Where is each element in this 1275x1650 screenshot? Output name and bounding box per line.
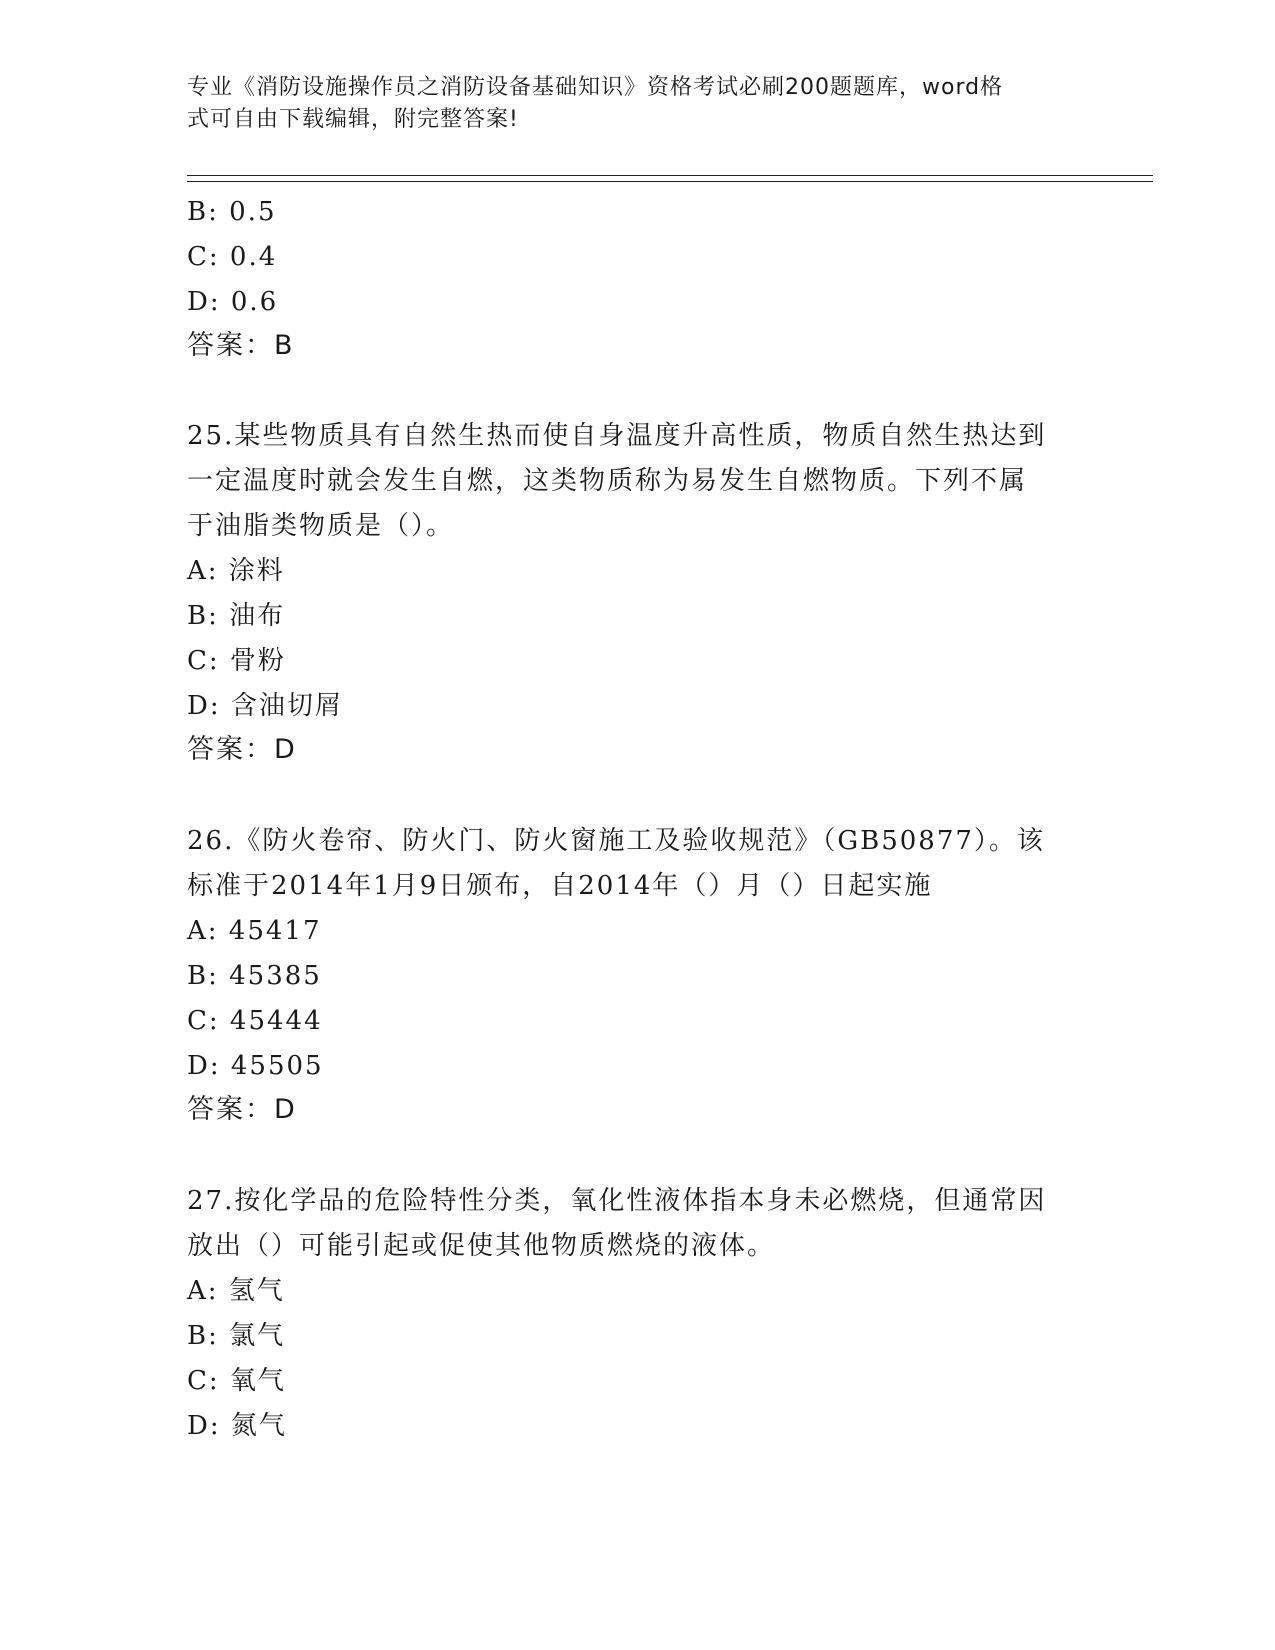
q26-option-a: A: 45417 <box>187 916 322 946</box>
q27-stem-line-1: 27.按化学品的危险特性分类，氧化性液体指本身未必燃烧，但通常因 <box>187 1186 1047 1216</box>
q25-option-b: B: 油布 <box>187 601 286 631</box>
q25-stem-line-2: 一定温度时就会发生自燃，这类物质称为易发生自燃物质。下列不属 <box>187 466 1028 496</box>
header-line-2: 式可自由下载编辑，附完整答案! <box>187 107 519 132</box>
q27-option-c: C: 氧气 <box>187 1366 286 1396</box>
document-header <box>187 72 1067 136</box>
q26-option-c: C: 45444 <box>187 1006 323 1036</box>
q26-option-b: B: 45385 <box>187 961 322 991</box>
q25-stem-line-1: 25.某些物质具有自然生热而使自身温度升高性质，物质自然生热达到 <box>187 421 1047 451</box>
q24-answer: 答案：B <box>187 330 295 361</box>
q26-stem-line-1: 26.《防火卷帘、防火门、防火窗施工及验收规范》（GB50877）。该 <box>187 826 1045 856</box>
q27-stem-line-2: 放出（）可能引起或促使其他物质燃烧的液体。 <box>187 1231 776 1261</box>
q26-stem-line-2: 标准于2014年1月9日颁布，自2014年（）月（）日起实施 <box>187 871 933 901</box>
q25-option-d: D: 含油切屑 <box>187 691 343 721</box>
header-rule-top <box>187 175 1153 176</box>
header-rule-bottom <box>187 181 1153 182</box>
q24-option-b: B: 0.5 <box>187 197 277 227</box>
q24-option-c: C: 0.4 <box>187 242 278 272</box>
q25-option-a: A: 涂料 <box>187 556 285 586</box>
header-line-1: 专业《消防设施操作员之消防设备基础知识》资格考试必刷200题题库，word格 <box>187 75 1004 100</box>
q25-answer: 答案：D <box>187 734 297 765</box>
q26-answer: 答案：D <box>187 1094 297 1125</box>
q27-option-a: A: 氢气 <box>187 1276 285 1306</box>
q24-option-d: D: 0.6 <box>187 287 279 317</box>
q25-option-c: C: 骨粉 <box>187 646 286 676</box>
q27-option-d: D: 氮气 <box>187 1411 287 1441</box>
q27-option-b: B: 氯气 <box>187 1321 286 1351</box>
q25-stem-line-3: 于油脂类物质是（）。 <box>187 511 455 541</box>
q26-option-d: D: 45505 <box>187 1051 324 1081</box>
